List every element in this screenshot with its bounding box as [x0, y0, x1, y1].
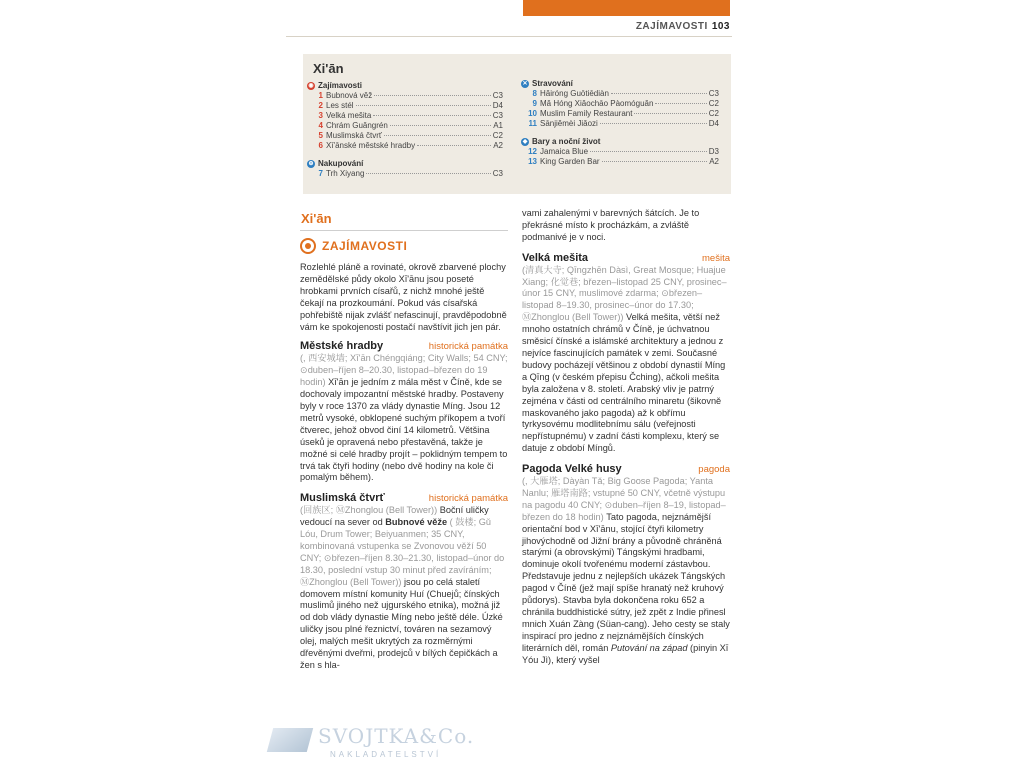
- sights-icon: ◉: [308, 83, 314, 89]
- legend-item-name: Les stél: [326, 101, 354, 110]
- entry-pagoda-heading: [522, 464, 730, 476]
- legend-item-number: 1: [318, 91, 323, 100]
- legend-item: [521, 147, 719, 157]
- legend-item-grid: C3: [492, 111, 503, 120]
- legend-item-name: Muslim Family Restaurant: [540, 109, 633, 118]
- entry-mosque-heading: [522, 253, 730, 265]
- legend-item-name: Trh Xiyang: [326, 169, 365, 178]
- legend-item-name: Velká mešita: [326, 111, 372, 120]
- left-column: [300, 262, 508, 672]
- legend-item: [307, 111, 503, 121]
- legend-item-number: 8: [532, 89, 537, 98]
- entry-quarter-heading: [300, 493, 508, 505]
- legend-item-grid: C2: [708, 109, 719, 118]
- header-rule: [286, 36, 732, 37]
- legend-item: [521, 157, 719, 167]
- legend-leader-dots: [356, 105, 491, 106]
- legend-leader-dots: [655, 103, 706, 104]
- legend-item-name: Bubnová věž: [326, 91, 373, 100]
- entry-mosque-info: (清真大寺; Qīngzhēn Dàsì, Great Mosque; Huajue Xiang; 化觉巷; březen–listopad 25 CNY, prosinec–únor 15 CNY, muslimové zdarma; ⊙březen–listopad 8–19.30, prosinec–únor do 17.30; ⓂZhonglou (Bell Tower)): [522, 264, 727, 323]
- legend-section-eating: ✕ Stravování: [522, 79, 573, 88]
- legend-item-grid: C3: [492, 169, 503, 178]
- legend-item: [307, 131, 503, 141]
- legend-leader-dots: [600, 123, 707, 124]
- legend-shopping-list: [307, 169, 503, 179]
- legend-leader-dots: [590, 151, 707, 152]
- entry-walls-kind: historická památka: [428, 341, 508, 353]
- running-header: [520, 21, 730, 32]
- legend-item-number: 4: [318, 121, 323, 130]
- publisher-watermark: [270, 722, 475, 766]
- legend-item-grid: D4: [708, 119, 719, 128]
- legend-section-shopping: ⊕ Nakupování: [308, 159, 364, 168]
- header-section: ZAJÍMAVOSTI: [635, 21, 708, 32]
- entry-quarter-bold: Bubnové věže: [385, 517, 448, 528]
- entry-walls-text: [300, 353, 508, 484]
- watermark-subtitle: NAKLADATELSTVÍ: [330, 750, 442, 759]
- legend-item-grid: A2: [709, 157, 719, 166]
- legend-leader-dots: [366, 173, 490, 174]
- entry-mosque-kind: mešita: [702, 252, 730, 264]
- legend-item-grid: A2: [493, 141, 503, 150]
- sights-heading: ZAJÍMAVOSTI: [300, 238, 407, 254]
- map-legend-title: Xi'ān: [313, 61, 344, 76]
- legend-item-grid: D3: [708, 147, 719, 156]
- entry-quarter-info: (回族区; ⓂZhonglou (Bell Tower)): [300, 505, 438, 516]
- legend-item: [307, 141, 503, 151]
- legend-leader-dots: [373, 115, 490, 116]
- legend-item-grid: C2: [708, 99, 719, 108]
- legend-item-grid: C3: [492, 91, 503, 100]
- entry-pagoda-text: [522, 476, 730, 667]
- entry-walls-info: (, 西安城墙; Xī'ān Chéngqiáng; City Walls; 54 CNY; ⊙duben–říjen 8–20.30, listopad–březen do 19 hodin): [300, 353, 508, 388]
- legend-item-number: 9: [532, 99, 537, 108]
- entry-quarter-kind: historická památka: [428, 493, 508, 505]
- legend-section-bars: ◆ Bary a noční život: [522, 137, 601, 146]
- legend-item-name: Chrám Guǎngrén: [326, 121, 388, 130]
- legend-sights-list: [307, 91, 503, 151]
- legend-item-number: 2: [318, 101, 323, 110]
- entry-quarter-info-2: ( 鼓楼; Gǔ Lóu, Drum Tower; Beiyuanmen; 35 CNY, kombinovaná vstupenka se Zvonovou věží 50 CNY; ⊙březen–říjen 8.30–21.30, listopad–únor do 18.30, poslední vstup 30 minut před zavíráním; ⓂZhonglou (Bell Tower)): [300, 517, 505, 587]
- legend-item-grid: D4: [492, 101, 503, 110]
- legend-leader-dots: [634, 113, 706, 114]
- legend-item: [307, 91, 503, 101]
- legend-eating-list: [521, 89, 719, 129]
- legend-item-name: Jamaica Blue: [540, 147, 589, 156]
- legend-item-number: 10: [528, 109, 537, 118]
- legend-item-name: Hǎiróng Guōtiēdiàn: [540, 89, 609, 98]
- legend-item-grid: C3: [708, 89, 719, 98]
- legend-item: [307, 121, 503, 131]
- legend-item: [307, 101, 503, 111]
- entry-walls-heading: [300, 341, 508, 353]
- entry-quarter-body-1: Boční uličky vedoucí na sever od: [300, 505, 489, 528]
- watermark-book-icon: [267, 728, 313, 752]
- city-heading: Xi'ān: [301, 211, 332, 226]
- entry-quarter-title: Muslimská čtvrť: [300, 492, 385, 505]
- legend-leader-dots: [384, 135, 491, 136]
- legend-item-grid: C2: [492, 131, 503, 140]
- entry-pagoda-title: Pagoda Velké husy: [522, 463, 622, 476]
- legend-item-number: 11: [528, 119, 537, 128]
- intro-paragraph: Rozlehlé pláně a rovinaté, okrově zbarvené plochy zemědělské půdy okolo Xī'ānu jsou poseté hrobkami prvních císařů, z nichž mnohé ještě čekají na prozkoumání. Pokud vás císařská pohřebiště nijak zvlášť nefascinují, pravděpodobně vám ke spokojenosti postačí navštívit jich jen pár.: [300, 262, 507, 332]
- legend-item-number: 6: [318, 141, 323, 150]
- legend-item: [521, 119, 719, 129]
- entry-quarter-text: [300, 505, 508, 672]
- legend-leader-dots: [390, 125, 491, 126]
- legend-leader-dots: [602, 161, 708, 162]
- legend-section-sights: ◉ Zajímavosti: [308, 81, 363, 90]
- shopping-icon: ⊕: [308, 161, 314, 167]
- legend-item-name: Muslimská čtvrť: [326, 131, 382, 140]
- legend-item-name: King Garden Bar: [540, 157, 600, 166]
- legend-item-grid: A1: [493, 121, 503, 130]
- legend-item-number: 12: [528, 147, 537, 156]
- legend-leader-dots: [611, 93, 707, 94]
- legend-item: [521, 99, 719, 109]
- legend-item: [521, 89, 719, 99]
- legend-item: [307, 169, 503, 179]
- entry-pagoda-kind: pagoda: [698, 464, 730, 476]
- map-legend-box: [303, 54, 731, 194]
- entry-mosque-text: [522, 265, 730, 456]
- legend-leader-dots: [417, 145, 491, 146]
- city-heading-rule: [300, 230, 508, 231]
- bars-icon: ◆: [522, 139, 528, 145]
- map-legend-left-column: [307, 79, 503, 179]
- legend-item-number: 5: [318, 131, 323, 140]
- legend-item-name: Xī'ānské městské hradby: [326, 141, 416, 150]
- entry-pagoda-body-1: Tato pagoda, nejznámější orientační bod v Xī'ānu, stojící čtyři kilometry jihovýchodně od Jižní brány a původně chráněná starými (a obrovskými) Tángskými hradbami, dominuje okolí tvořenému moderní zástavbou. Představuje jednu z nejlepších ukázek Tángských pagod v Číně (jež mají spíše hranatý než kruhový půdorys). Stavba byla dokončena roku 652 a chránila buddhistické sútry, jež zpět z Indie přinesl mnich Xuán Zàng (Süan-cang). Jeho cesty se staly inspirací pro jedno z nejznámějších čínských literárních děl, román: [522, 511, 730, 653]
- entry-mosque-title: Velká mešita: [522, 251, 589, 264]
- watermark-name: SVOJTKA&Co.: [318, 724, 475, 748]
- entry-walls-title: Městské hradby: [300, 340, 384, 353]
- entry-pagoda-body-2: (pinyin Xī Yóu Jì), který vyšel: [522, 642, 729, 665]
- right-column: [522, 208, 730, 667]
- map-legend-right-column: [521, 77, 719, 167]
- entry-pagoda-italic: Putování na západ: [610, 642, 688, 653]
- sights-eye-icon: [300, 238, 316, 254]
- continued-paragraph: vami zahalenými v barevných šátcích. Je to překrásné místo k procházkám, a zvláště podmanivé je v noci.: [522, 208, 700, 242]
- entry-pagoda-info: (, 大雁塔; Dàyàn Tǎ; Big Goose Pagoda; Yanta Nanlu; 雁塔南路; vstupné 50 CNY, včetně výstupu na pagodu 40 CNY; ⊙duben–říjen 8–19, listopad–březen do 18 hodin): [522, 476, 726, 522]
- legend-item-number: 7: [318, 169, 323, 178]
- entry-quarter-body-2: jsou po celá staletí domovem místní komunity Huí (Chuejů; čínských muslimů jiného než ujgurského etnika), možná již od dob vlády dynastie Míng nebo ještě déle. Úzké uličky jsou plné řeznictví, továren na sezamový olej, malých mešit ukrytých za rozměrnými dřevěnými dveřmi, prodejců v bílých čepičkách a žen s hla-: [300, 576, 503, 670]
- legend-item-number: 13: [528, 157, 537, 166]
- legend-leader-dots: [374, 95, 491, 96]
- header-color-tab: [523, 0, 730, 16]
- legend-item: [521, 109, 719, 119]
- entry-walls-body: Xī'ān je jedním z mála měst v Číně, kde se dochovaly impozantní městské hradby. Postaveny byly v roce 1370 za vlády dynastie Míng. Jsou 12 metrů vysoké, obklopené suchým příkopem a tvoří čtverec, jehož obvod činí 14 kilometrů. Většina úseků je opravená nebo přestavěná, takže je možné si celé hradby projít – poklidným tempem to trvá tak čtyři hodiny (nebo dvě hodiny na kole či pomalým během).: [300, 377, 508, 483]
- page-number: 103: [711, 21, 730, 32]
- legend-item-name: Mǎ Hóng Xiǎochāo Pàomóguǎn: [540, 99, 654, 108]
- eating-icon: ✕: [522, 81, 528, 87]
- legend-bars-list: [521, 147, 719, 167]
- legend-item-name: Sānjiěmèi Jiǎozi: [540, 119, 598, 128]
- legend-item-number: 3: [318, 111, 323, 120]
- entry-mosque-body: Velká mešita, větší než mnoho ostatních chrámů v Číně, je úchvatnou směsicí čínské a islámské architektury a jednou z nejvíce fascinujících památek v zemi. Současné budovy pocházejí většinou z období dynastií Míng a Qīng (v českém přepisu Čching), ačkoli mešita byla založena v 8. století. Arabský vliv je patrný zejména v části od centrálního minaretu (šikovně maskovaného jako pagoda) až k obřímu tyrkysovému modlitebnímu sálu (veřejnosti nepřístupnému) v zadní části komplexu, který se datuje z období Míngů.: [522, 312, 726, 454]
